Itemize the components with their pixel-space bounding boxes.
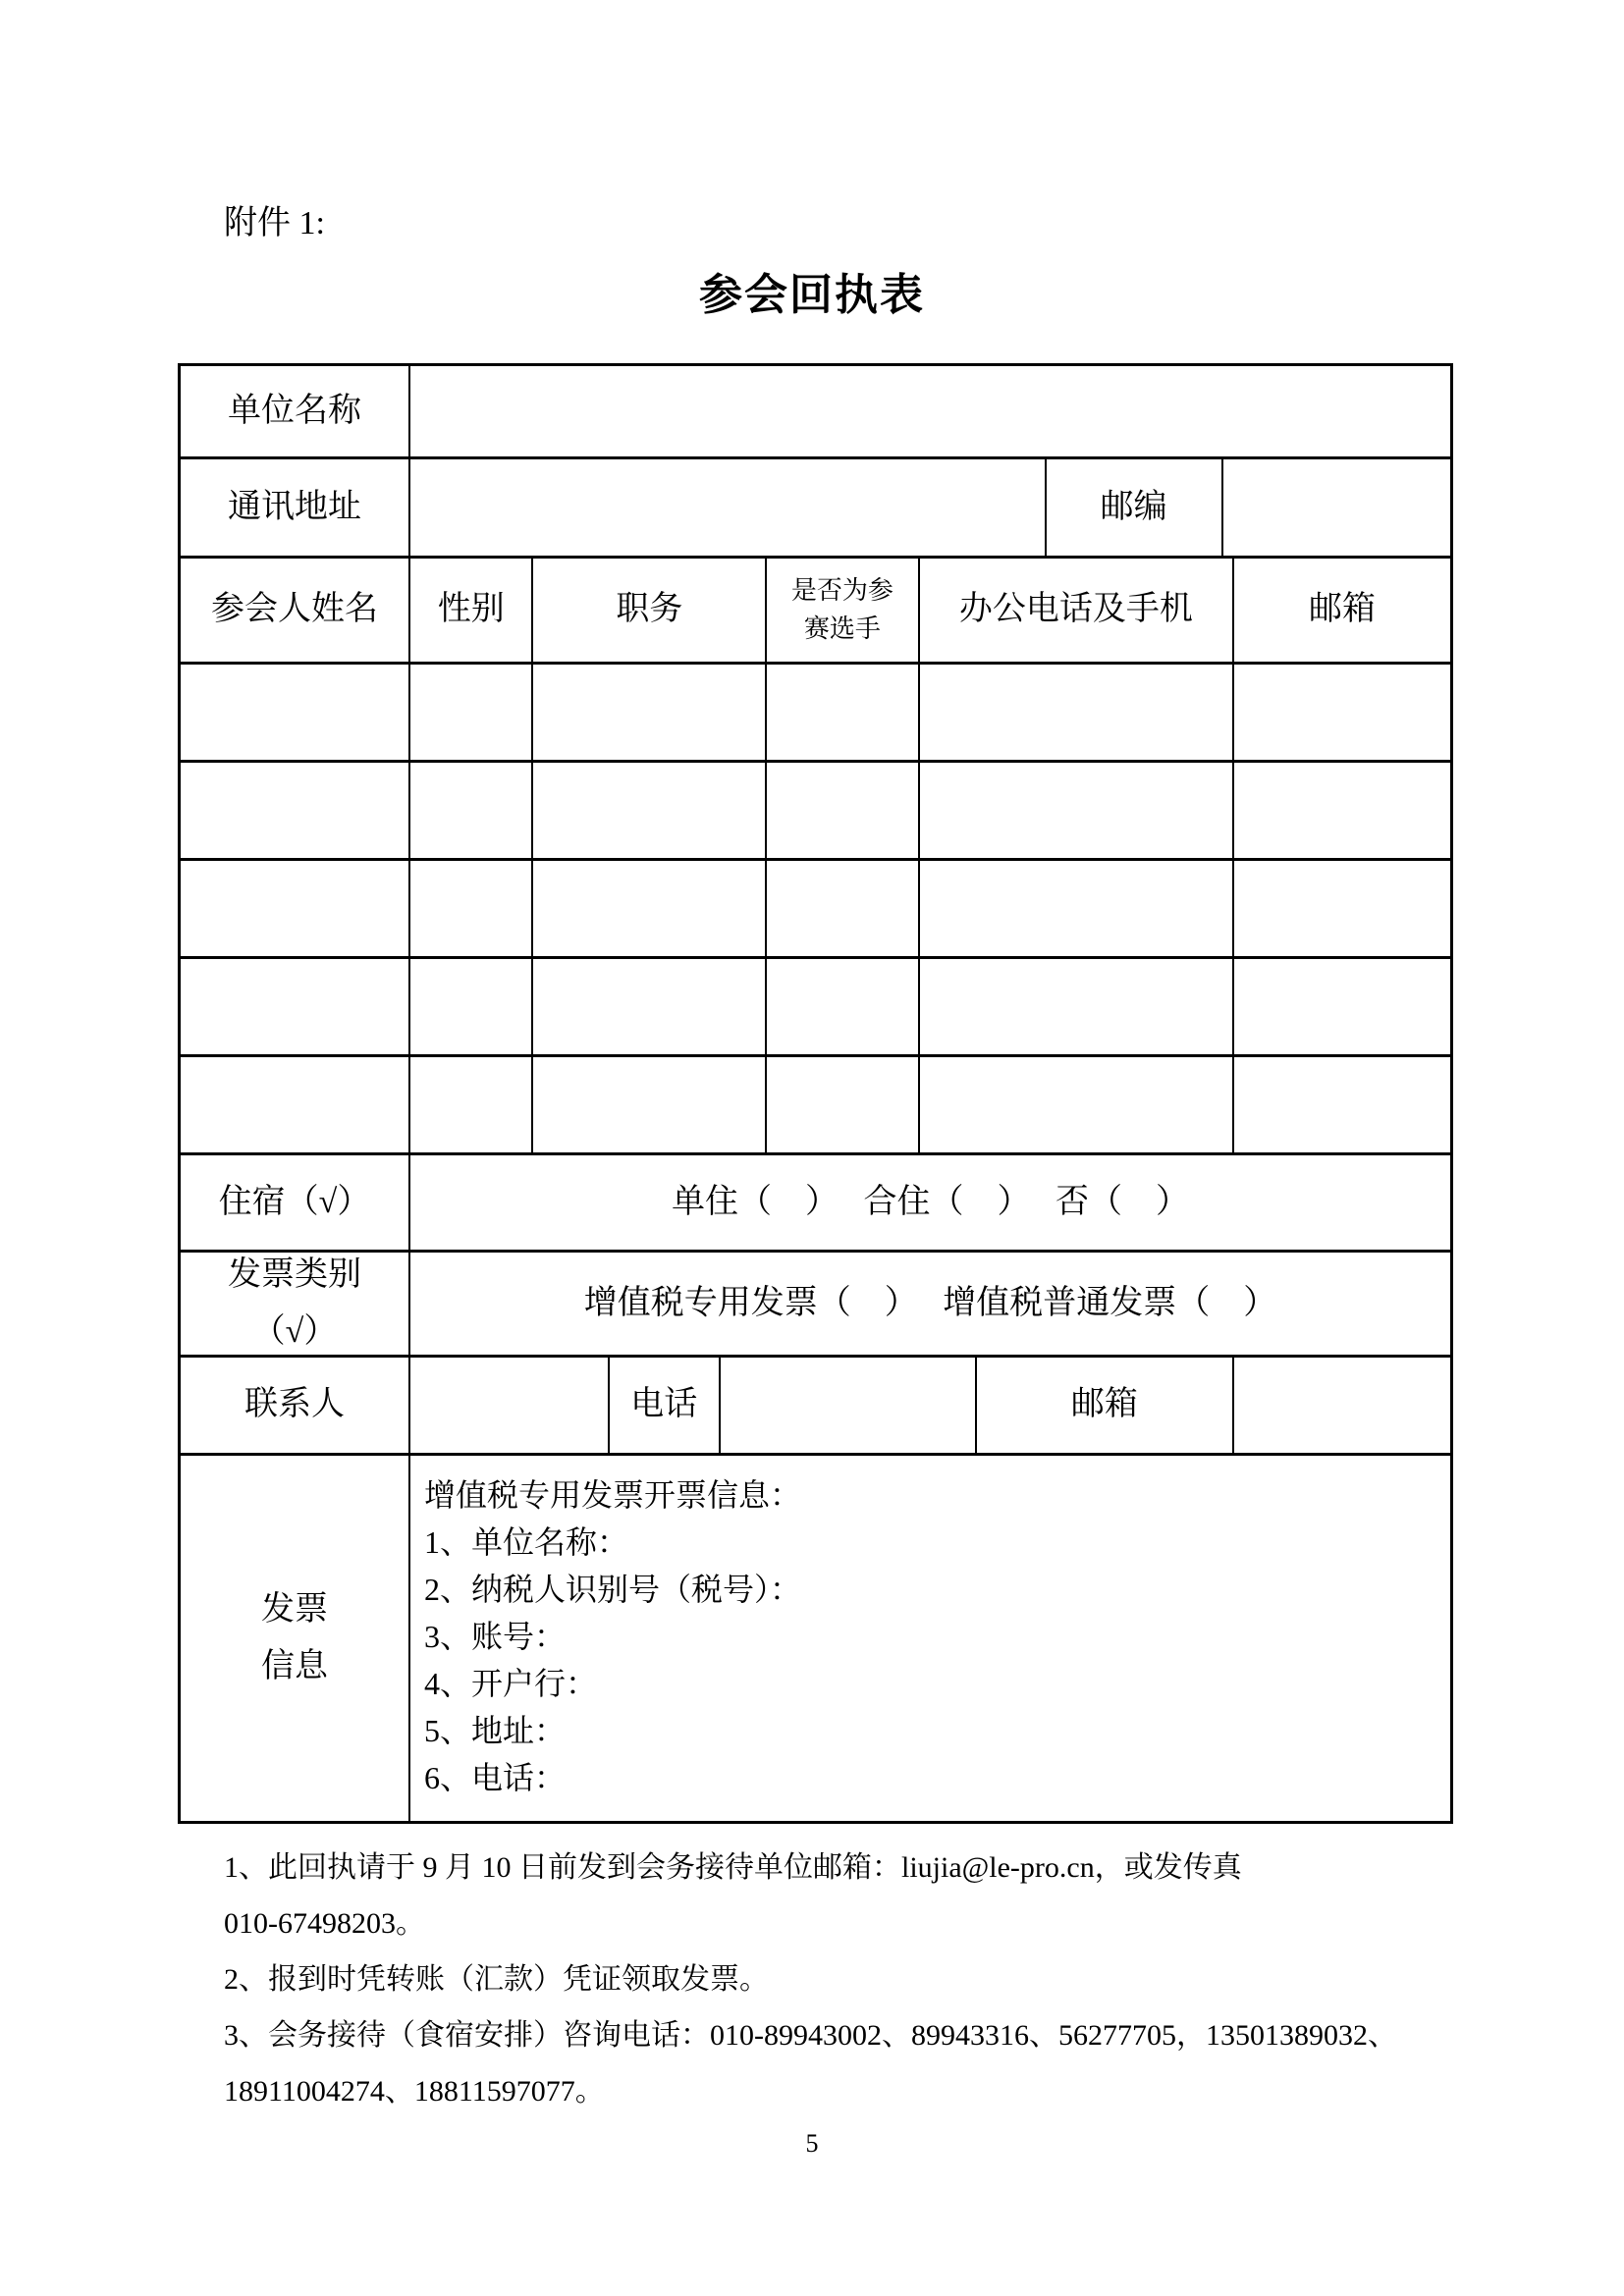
address-label: 通讯地址 bbox=[181, 459, 410, 556]
contact-row bbox=[181, 1358, 1450, 1456]
position-cell[interactable] bbox=[533, 763, 767, 858]
gender-cell[interactable] bbox=[410, 763, 533, 858]
attendee-name-cell[interactable] bbox=[181, 763, 410, 858]
invoice-type-options-cell[interactable]: 增值税专用发票（ ） 增值税普通发票（ ） bbox=[583, 1284, 1277, 1321]
footnote-line: 18911004274、18811597077。 bbox=[224, 2074, 605, 2108]
email-cell[interactable] bbox=[1234, 1057, 1450, 1152]
attendee-name-cell[interactable] bbox=[181, 1057, 410, 1152]
gender-cell[interactable] bbox=[410, 861, 533, 956]
attendee-name-cell[interactable] bbox=[181, 861, 410, 956]
contact-name-cell[interactable] bbox=[410, 1358, 610, 1453]
contact-label: 联系人 bbox=[181, 1358, 410, 1453]
gender-cell[interactable] bbox=[410, 1057, 533, 1152]
phone-cell[interactable] bbox=[920, 959, 1235, 1054]
attendee-name-cell[interactable] bbox=[181, 959, 410, 1054]
email-cell[interactable] bbox=[1234, 959, 1450, 1054]
email-cell[interactable] bbox=[1234, 665, 1450, 760]
invoice-info-label-line1: 发票 bbox=[261, 1590, 329, 1628]
accommodation-label: 住宿（√） bbox=[181, 1155, 410, 1250]
invoice-info-line: 增值税专用发票开票信息： bbox=[424, 1476, 802, 1513]
footnotes bbox=[224, 1840, 1516, 2119]
contestant-header-line2: 赛选手 bbox=[803, 614, 881, 644]
invoice-info-content-cell[interactable] bbox=[410, 1456, 1450, 1821]
contestant-cell[interactable] bbox=[767, 959, 919, 1054]
phone-cell[interactable] bbox=[920, 1057, 1235, 1152]
phone-header: 办公电话及手机 bbox=[920, 559, 1235, 662]
attachment-label: 附件 1: bbox=[224, 205, 325, 241]
attendee-row-4 bbox=[181, 959, 1450, 1057]
contestant-cell[interactable] bbox=[767, 763, 919, 858]
attendee-row-2 bbox=[181, 763, 1450, 861]
email-header: 邮箱 bbox=[1309, 591, 1377, 627]
unit-name-input-cell[interactable] bbox=[410, 366, 1450, 456]
contact-email-cell[interactable] bbox=[1234, 1358, 1450, 1453]
position-cell[interactable] bbox=[533, 1057, 767, 1152]
invoice-type-label-line2: （√） bbox=[251, 1312, 338, 1350]
invoice-info-line: 4、开户行： bbox=[424, 1665, 598, 1701]
invoice-info-label-line2: 信息 bbox=[261, 1647, 329, 1684]
invoice-info-line: 1、单位名称： bbox=[424, 1523, 629, 1560]
invoice-info-line: 5、地址： bbox=[424, 1712, 567, 1748]
invoice-info-label bbox=[181, 1456, 410, 1821]
position-cell[interactable] bbox=[533, 959, 767, 1054]
invoice-type-label bbox=[181, 1253, 410, 1355]
invoice-type-row bbox=[181, 1253, 1450, 1358]
position-header: 职务 bbox=[533, 559, 767, 662]
unit-name-row bbox=[181, 366, 1450, 459]
phone-cell[interactable] bbox=[920, 665, 1235, 760]
accommodation-row bbox=[181, 1155, 1450, 1253]
footnote-line: 3、会务接待（食宿安排）咨询电话：010-89943002、89943316、56277705，13501389032、 bbox=[224, 2018, 1397, 2052]
accommodation-options-cell[interactable]: 单住（ ） 合住（ ） 否（ ） bbox=[672, 1183, 1189, 1220]
attendee-row-1 bbox=[181, 665, 1450, 763]
footnote-line: 010-67498203。 bbox=[224, 1906, 425, 1940]
footnote-line: 1、此回执请于 9 月 10 日前发到会务接待单位邮箱：liujia@le-pro.cn，或发传真 bbox=[224, 1850, 1242, 1884]
attendee-row-3 bbox=[181, 861, 1450, 959]
invoice-info-line: 6、电话： bbox=[424, 1759, 567, 1795]
attendee-header-row bbox=[181, 559, 1450, 665]
invoice-info-line: 2、纳税人识别号（税号）： bbox=[424, 1571, 802, 1607]
phone-cell[interactable] bbox=[920, 861, 1235, 956]
attendee-name-header: 参会人姓名 bbox=[181, 559, 410, 662]
contact-phone-cell[interactable] bbox=[721, 1358, 977, 1453]
gender-cell[interactable] bbox=[410, 959, 533, 1054]
page-number: 5 bbox=[805, 2128, 819, 2158]
contestant-cell[interactable] bbox=[767, 861, 919, 956]
attendee-name-cell[interactable] bbox=[181, 665, 410, 760]
attendee-row-5 bbox=[181, 1057, 1450, 1155]
contestant-cell[interactable] bbox=[767, 665, 919, 760]
gender-cell[interactable] bbox=[410, 665, 533, 760]
invoice-info-line: 3、账号： bbox=[424, 1618, 567, 1654]
contact-email-label: 邮箱 bbox=[977, 1358, 1234, 1453]
postcode-input-cell[interactable] bbox=[1223, 459, 1450, 556]
email-cell[interactable] bbox=[1234, 763, 1450, 858]
footnote-line: 2、报到时凭转账（汇款）凭证领取发票。 bbox=[224, 1962, 769, 1996]
contestant-header-line1: 是否为参 bbox=[790, 576, 893, 606]
position-cell[interactable] bbox=[533, 861, 767, 956]
gender-header: 性别 bbox=[410, 559, 533, 662]
address-row bbox=[181, 459, 1450, 559]
contestant-cell[interactable] bbox=[767, 1057, 919, 1152]
contact-phone-label: 电话 bbox=[610, 1358, 720, 1453]
form-title: 参会回执表 bbox=[699, 270, 925, 319]
postcode-label: 邮编 bbox=[1047, 459, 1223, 556]
address-input-cell[interactable] bbox=[410, 459, 1047, 556]
reply-form-table bbox=[178, 363, 1453, 1824]
position-cell[interactable] bbox=[533, 665, 767, 760]
contestant-header bbox=[767, 559, 919, 662]
phone-cell[interactable] bbox=[920, 763, 1235, 858]
invoice-type-label-line1: 发票类别 bbox=[228, 1255, 362, 1293]
email-cell[interactable] bbox=[1234, 861, 1450, 956]
unit-name-label: 单位名称 bbox=[181, 366, 410, 456]
invoice-info-row bbox=[181, 1456, 1450, 1821]
